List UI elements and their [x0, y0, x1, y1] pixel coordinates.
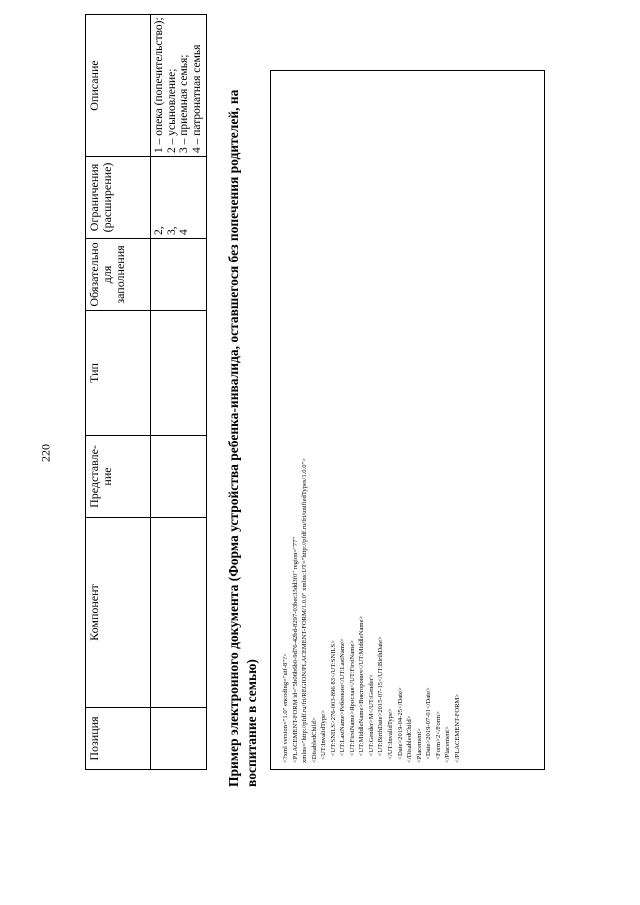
cell-required	[151, 239, 207, 311]
xml-line: xmlns="http://pfdf.ru/fri/REGION/PLACEMENT-FORM/1.0.0" xmlns:UT="http://pfdf.ru/fri/unifiedTypes/1.0.0">	[301, 458, 309, 763]
description-line: 4 – патронатная семья	[190, 44, 203, 153]
header-component: Компонент	[86, 518, 151, 708]
header-description: Описание	[86, 15, 151, 157]
header-restrictions: Ограничения (расширение)	[86, 157, 151, 239]
cell-type	[151, 311, 207, 436]
xml-line: <PLACEMENT-FORM id="5b06b6b0-9d76-42bd-8297-03bec33dd3f0" region="77"	[291, 536, 299, 763]
cell-restrictions	[151, 157, 207, 239]
description-line: 1 – опека (попечительство);	[153, 17, 165, 153]
header-required: Обязательно для заполнения	[86, 239, 151, 311]
xml-line: <?xml version="1.0" encoding="utf-8"?>	[282, 653, 289, 763]
cell-description	[151, 15, 207, 157]
xml-line: <UT:InvalidType>	[320, 710, 328, 763]
description-line: 3 – приемная семья;	[178, 54, 191, 153]
xml-line: <UT:MiddleName>Викторович</UT:MiddleName>	[358, 615, 366, 763]
xml-line: <UT:FirstName>Ярослав</UT:FirstName>	[348, 640, 356, 763]
cell-representation	[151, 436, 207, 518]
xml-line: <UT:Gender>М</UT:Gender>	[367, 674, 375, 763]
xml-line: </PLACEMENT-FORM>	[453, 693, 461, 763]
xml-line: <UT:LastName>Ребенкин</UT:LastName>	[339, 638, 347, 763]
rotated-page-content	[40, 0, 600, 905]
header-type: Тип	[86, 311, 151, 436]
xml-line: <Date>2019-07-01</Date>	[425, 687, 433, 763]
section-heading: Пример электронного документа (Форма устройства ребенка-инвалида, оставшегося без попечения родителей, на воспитание в семью)	[226, 89, 260, 787]
xml-line: <DisabledChild>	[310, 717, 318, 763]
cell-position	[151, 708, 207, 770]
restriction-value: 3,	[165, 226, 178, 235]
xml-example-box	[270, 70, 545, 770]
table-header-row	[86, 15, 151, 770]
restriction-value: 2,	[153, 226, 165, 235]
xml-line: <UT:SNILS>276-003-896 83</UT:SNILS>	[329, 640, 337, 763]
table-row	[151, 15, 207, 770]
page-number: 220	[38, 444, 53, 462]
xml-line: </Placement>	[444, 726, 452, 763]
xml-line: <Placement>	[415, 728, 423, 763]
cell-component	[151, 518, 207, 708]
header-representation: Представле- ние	[86, 436, 151, 518]
xml-line: <Date>2019-04-25</Date>	[396, 687, 404, 763]
header-position: Позиция	[86, 708, 151, 770]
specification-table	[85, 14, 207, 770]
restriction-value: 4	[178, 229, 191, 235]
description-line: 2 – усыновление;	[165, 68, 178, 153]
xml-line: <UT:BirthDate>2015-07-15</UT:BirthDate>	[377, 636, 385, 763]
xml-line: </UT:InvalidType>	[387, 708, 395, 763]
xml-line: <Form>2</Form>	[434, 711, 442, 763]
xml-line: </DisabledChild>	[406, 715, 414, 763]
